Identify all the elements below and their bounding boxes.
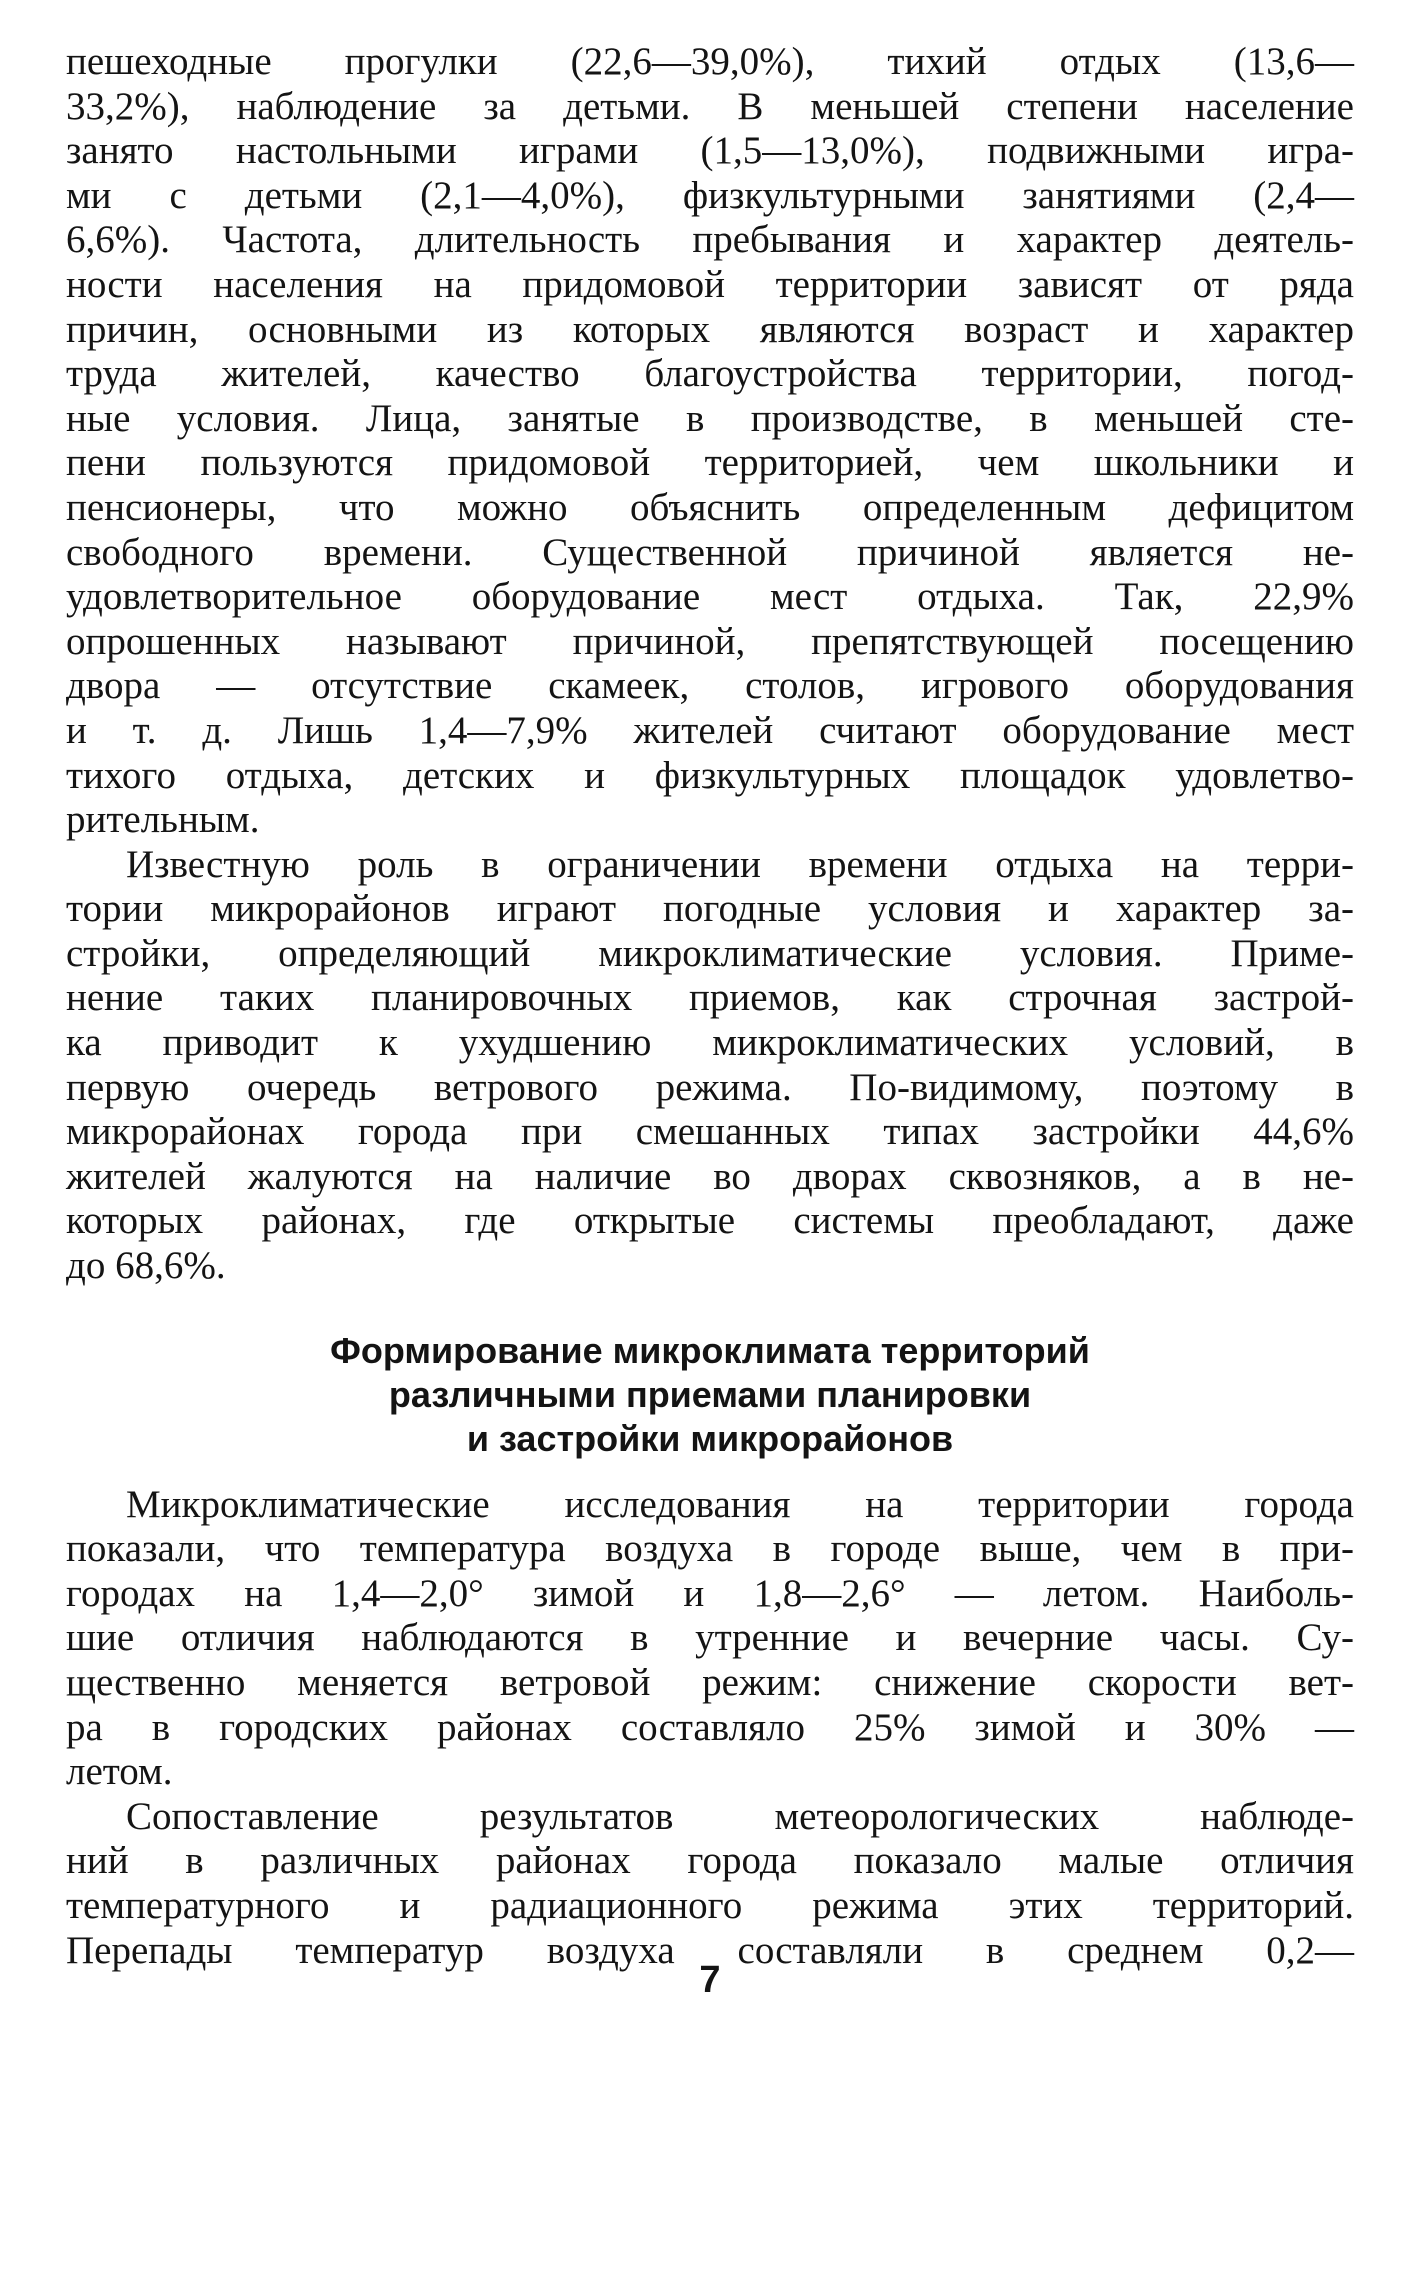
text-line: двора — отсутствие скамеек, столов, игрового оборудования (66, 664, 1354, 708)
text-line: ка приводит к ухудшению микроклиматических условий, в (66, 1021, 1354, 1065)
text-column (66, 40, 1354, 1973)
paragraph-2 (66, 843, 1354, 1289)
text-line: Микроклиматические исследования на территории города (126, 1482, 1354, 1526)
text-line: ра в городских районах составляло 25% зимой и 30% — (66, 1705, 1354, 1749)
text-line: ний в различных районах города показало малые отличия (66, 1839, 1354, 1883)
text-line: пенсионеры, что можно объяснить определенным дефицитом (66, 485, 1354, 529)
text-line: первую очередь ветрового режима. По-видимому, поэтому в (66, 1065, 1354, 1109)
paragraph-3 (66, 1483, 1354, 1795)
text-line: ности населения на придомовой территории зависят от ряда (66, 262, 1354, 306)
text-line: микрорайонах города при смешанных типах застройки 44,6% (66, 1110, 1354, 1154)
text-line: тории микрорайонов играют погодные условия и характер за- (66, 887, 1354, 931)
paragraph-1 (66, 40, 1354, 843)
text-line: Известную роль в ограничении времени отдыха на терри- (126, 842, 1354, 886)
text-line: щественно меняется ветровой режим: снижение скорости вет- (66, 1661, 1354, 1704)
text-line: ми с детьми (2,1—4,0%), физкультурными занятиями (2,4— (66, 173, 1354, 217)
text-line: причин, основными из которых являются возраст и характер (66, 307, 1354, 351)
paragraph-4 (66, 1795, 1354, 1973)
heading-line: различными приемами планировки (388, 1373, 1032, 1415)
text-line: пени пользуются придомовой территорией, чем школьники и (66, 441, 1354, 485)
text-line: Перепады температур воздуха составляли в среднем 0,2— (66, 1928, 1354, 1972)
section-heading (66, 1329, 1354, 1461)
text-line: опрошенных называют причиной, препятствующей посещению (66, 619, 1354, 663)
text-line: пешеходные прогулки (22,6—39,0%), тихий отдых (13,6— (66, 40, 1354, 83)
text-line: ные условия. Лица, занятые в производстве, в меньшей сте- (66, 396, 1354, 440)
heading-line: и застройки микрорайонов (466, 1417, 954, 1459)
text-line: жителей жалуются на наличие во дворах сквозняков, а в не- (66, 1154, 1354, 1198)
page-number: 7 (699, 1959, 721, 2001)
text-line: до 68,6%. (66, 1244, 226, 1288)
text-line: 33,2%), наблюдение за детьми. В меньшей степени население (66, 84, 1354, 128)
text-line: стройки, определяющий микроклиматические условия. Приме- (66, 931, 1354, 975)
text-line: рительным. (66, 798, 260, 842)
text-line: занято настольными играми (1,5—13,0%), подвижными игра- (66, 129, 1354, 173)
text-line: городах на 1,4—2,0° зимой и 1,8—2,6° — летом. Наиболь- (66, 1571, 1354, 1615)
text-line: температурного и радиационного режима этих территорий. (66, 1883, 1354, 1927)
text-line: 6,6%). Частота, длительность пребывания и характер деятель- (66, 218, 1354, 262)
text-line: тихого отдыха, детских и физкультурных площадок удовлетво- (66, 753, 1354, 797)
text-line: удовлетворительное оборудование мест отдыха. Так, 22,9% (66, 575, 1354, 619)
text-line: летом. (66, 1750, 173, 1794)
text-line: труда жителей, качество благоустройства территории, погод- (66, 352, 1354, 396)
heading-line: Формирование микроклимата территорий (330, 1329, 1090, 1371)
text-line: свободного времени. Существенной причиной является не- (66, 530, 1354, 574)
text-line: шие отличия наблюдаются в утренние и вечерние часы. Су- (66, 1616, 1354, 1660)
text-line: и т. д. Лишь 1,4—7,9% жителей считают оборудование мест (66, 708, 1354, 752)
text-line: нение таких планировочных приемов, как строчная застрой- (66, 976, 1354, 1020)
text-line: Сопоставление результатов метеорологических наблюде- (126, 1794, 1354, 1838)
text-line: показали, что температура воздуха в городе выше, чем в при- (66, 1527, 1354, 1571)
text-line: которых районах, где открытые системы преобладают, даже (66, 1199, 1354, 1243)
